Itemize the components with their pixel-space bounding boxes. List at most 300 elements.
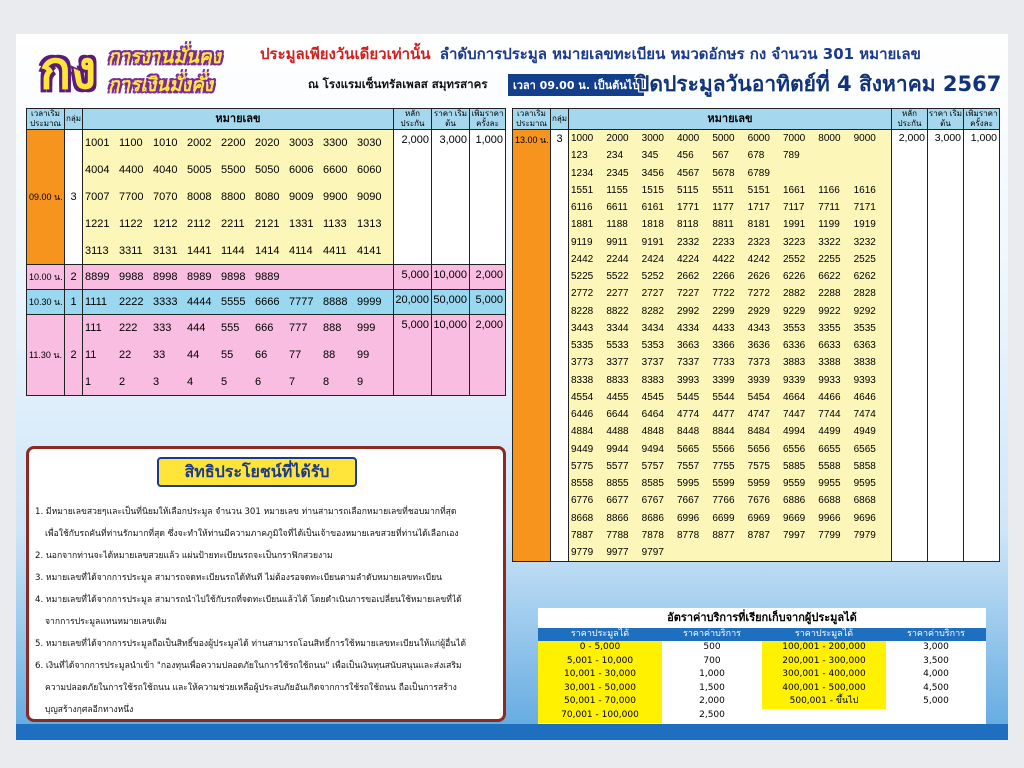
plate-number: 2332 xyxy=(676,236,700,248)
plate-number: 2882 xyxy=(782,288,806,300)
fee-range: 30,001 - 50,000 xyxy=(538,682,662,696)
headline xyxy=(260,42,921,66)
plate-number: 7997 xyxy=(782,529,806,541)
table-header-row xyxy=(27,109,506,130)
plate-number: 3553 xyxy=(782,322,806,334)
plate-number: 9559 xyxy=(782,478,806,490)
plate-number: 1166 xyxy=(818,184,840,196)
plate-number: 7979 xyxy=(853,529,876,541)
plate-number: 777 xyxy=(289,322,308,335)
plate-number: 1221 xyxy=(85,217,110,230)
left-auction-table xyxy=(26,108,506,396)
logo: กง xyxy=(39,41,97,101)
plate-number: 7575 xyxy=(747,460,770,472)
plate-number: 5252 xyxy=(641,271,664,283)
benefit-item: เพื่อใช้กับรถคันที่ท่านรักมากที่สุด ซึ่งจะทำให้ท่านมีความภาคภูมิใจที่ได้เป็นเจ้าของหมายเลขสวยที่ท่านได้เลือกเอง xyxy=(45,529,459,539)
plate-number: 666 xyxy=(255,322,274,335)
table-row xyxy=(27,130,506,265)
plate-number: 8228 xyxy=(571,305,594,317)
plate-number: 1616 xyxy=(853,184,876,196)
plate-number: 7733 xyxy=(712,357,735,369)
number-line xyxy=(85,265,391,289)
plate-number: 5775 xyxy=(571,460,594,472)
plate-number: 678 xyxy=(747,150,765,162)
plate-number: 1717 xyxy=(747,202,770,214)
plate-number: 8686 xyxy=(641,512,664,524)
plate-number: 3399 xyxy=(712,374,735,386)
row-increment: 2,000 xyxy=(470,264,506,289)
table-header-row xyxy=(513,109,1000,130)
plate-number: 6633 xyxy=(818,340,841,352)
plate-number: 8118 xyxy=(676,219,699,231)
plate-number: 2552 xyxy=(782,253,806,265)
number-line xyxy=(571,458,889,475)
plate-number: 2929 xyxy=(747,305,770,317)
plate-number: 2255 xyxy=(818,253,841,265)
plate-number: 9900 xyxy=(323,190,348,203)
plate-number: 1144 xyxy=(221,244,245,257)
plate-number: 4567 xyxy=(676,167,700,179)
plate-number: 3636 xyxy=(747,340,770,352)
fee-range: 300,001 - 400,000 xyxy=(762,668,886,682)
plate-number: 9009 xyxy=(289,190,314,203)
plate-number: 3113 xyxy=(85,244,109,257)
plate-number: 1122 xyxy=(119,217,143,230)
plate-number: 6655 xyxy=(818,443,841,455)
plate-number: 9889 xyxy=(255,270,280,283)
fee-head-fee: ราคาค่าบริการ xyxy=(886,628,986,641)
plate-number: 6060 xyxy=(357,164,382,177)
plate-number: 22 xyxy=(119,349,132,362)
plate-number: 1313 xyxy=(357,217,382,230)
plate-number: 7373 xyxy=(747,357,770,369)
plate-number: 8888 xyxy=(323,295,348,308)
number-line xyxy=(85,157,391,184)
plate-number: 6226 xyxy=(782,271,806,283)
plate-number: 4848 xyxy=(641,426,664,438)
plate-number: 6969 xyxy=(747,512,770,524)
plate-number: 3883 xyxy=(782,357,806,369)
plate-number: 3456 xyxy=(641,167,664,179)
plate-number: 8008 xyxy=(187,190,212,203)
plate-number: 7007 xyxy=(85,190,110,203)
row-group: 3 xyxy=(65,130,83,265)
number-line xyxy=(571,510,889,527)
plate-number: 4141 xyxy=(357,244,382,257)
plate-number: 345 xyxy=(641,150,659,162)
plate-number: 5000 xyxy=(712,133,735,145)
plate-number: 2200 xyxy=(221,137,246,150)
header-numbers: หมายเลข xyxy=(83,109,394,130)
plate-number: 3 xyxy=(153,375,160,388)
number-line xyxy=(85,130,391,157)
number-line xyxy=(571,527,889,544)
row-increment: 5,000 xyxy=(470,289,506,314)
plate-number: 6336 xyxy=(782,340,806,352)
benefit-item: บุญสร้างกุศลอีกทางหนึ่ง xyxy=(45,705,134,715)
plate-number: 6789 xyxy=(747,167,770,179)
row-numbers xyxy=(569,130,892,562)
plate-number: 3377 xyxy=(606,357,629,369)
table-row xyxy=(513,130,1000,562)
plate-number: 3993 xyxy=(676,374,700,386)
plate-number: 2222 xyxy=(119,295,144,308)
plate-number: 9669 xyxy=(782,512,806,524)
plate-number: 4433 xyxy=(712,322,735,334)
row-group: 2 xyxy=(65,264,83,289)
number-line xyxy=(571,165,889,182)
plate-number: 4646 xyxy=(853,391,876,403)
row-start-price: 50,000 xyxy=(432,289,470,314)
plate-number: 222 xyxy=(119,322,138,335)
plate-number: 7744 xyxy=(818,409,841,421)
plate-number: 7117 xyxy=(782,202,805,214)
plate-number: 5544 xyxy=(712,391,735,403)
plate-number: 9933 xyxy=(818,374,841,386)
row-deposit: 20,000 xyxy=(394,289,432,314)
plate-number: 4994 xyxy=(782,426,806,438)
plate-number: 7777 xyxy=(289,295,314,308)
number-line xyxy=(85,210,391,237)
plate-number: 6996 xyxy=(676,512,700,524)
plate-number: 5858 xyxy=(853,460,876,472)
plate-number: 1212 xyxy=(153,217,178,230)
plate-number: 7557 xyxy=(676,460,700,472)
plate-number: 5577 xyxy=(606,460,629,472)
plate-number: 5885 xyxy=(782,460,806,472)
plate-number: 8484 xyxy=(747,426,770,438)
plate-number: 9595 xyxy=(853,478,876,490)
plate-number: 6767 xyxy=(641,495,664,507)
plate-number: 5678 xyxy=(712,167,735,179)
plate-number: 1177 xyxy=(712,202,734,214)
fee-amount: 1,500 xyxy=(662,682,762,696)
plate-number: 6556 xyxy=(782,443,806,455)
row-group: 3 xyxy=(551,130,569,562)
plate-number: 8383 xyxy=(641,374,664,386)
plate-number: 9292 xyxy=(853,305,876,317)
plate-number: 7070 xyxy=(153,190,178,203)
number-line xyxy=(571,199,889,216)
plate-number: 3737 xyxy=(641,357,664,369)
plate-number: 7766 xyxy=(712,495,735,507)
plate-number: 4747 xyxy=(747,409,770,421)
plate-number: 9449 xyxy=(571,443,594,455)
plate-number: 5050 xyxy=(255,164,280,177)
plate-number: 6006 xyxy=(289,164,314,177)
plate-number: 3434 xyxy=(641,322,664,334)
slogan-line-1: การงานมั่นคง xyxy=(108,46,221,68)
plate-number: 9977 xyxy=(606,547,629,559)
row-deposit: 5,000 xyxy=(394,264,432,289)
plate-number: 9911 xyxy=(606,236,628,248)
benefit-item: 4. หมายเลขที่ได้จากการประมูล สามารถนำไปใช้กับรถที่จดทะเบียนแล้วได้ โดยดำเนินการขอเปลี่ยนใช้หมายเลขที่ได้ xyxy=(35,595,462,605)
plate-number: 789 xyxy=(782,150,800,162)
plate-number: 11 xyxy=(85,349,97,362)
plate-number: 1818 xyxy=(641,219,664,231)
fee-range: 0 - 5,000 xyxy=(538,641,662,655)
plate-number: 2992 xyxy=(676,305,700,317)
plate-number: 5511 xyxy=(712,184,734,196)
number-line xyxy=(571,354,889,371)
fee-amount: 3,500 xyxy=(886,655,986,669)
number-line xyxy=(85,237,391,264)
fee-amount: 4,500 xyxy=(886,682,986,696)
number-line xyxy=(571,320,889,337)
plate-number: 9955 xyxy=(818,478,841,490)
plate-number: 55 xyxy=(221,349,234,362)
number-line xyxy=(571,251,889,268)
fee-head-range: ราคาประมูลได้ xyxy=(538,628,662,641)
plate-number: 7887 xyxy=(571,529,594,541)
plate-number: 3773 xyxy=(571,357,594,369)
plate-number: 7 xyxy=(289,375,296,388)
plate-number: 6677 xyxy=(606,495,629,507)
plate-number: 5500 xyxy=(221,164,246,177)
plate-number: 4455 xyxy=(606,391,629,403)
plate-number: 567 xyxy=(712,150,729,162)
plate-number: 3232 xyxy=(853,236,876,248)
fee-range: 200,001 - 300,000 xyxy=(762,655,886,669)
plate-number: 8833 xyxy=(606,374,629,386)
plate-number: 6363 xyxy=(853,340,876,352)
plate-number: 1441 xyxy=(187,244,212,257)
benefit-item: 3. หมายเลขที่ได้จากการประมูล สามารถจดทะเบียนรถได้ทันที ไม่ต้องรอจดทะเบียนตามลำดับหมายเลขทะเบียน xyxy=(35,573,443,583)
plate-number: 3355 xyxy=(818,322,841,334)
plate-number: 5353 xyxy=(641,340,664,352)
plate-number: 6666 xyxy=(255,295,280,308)
number-line xyxy=(571,303,889,320)
plate-number: 8282 xyxy=(641,305,664,317)
plate-number: 5151 xyxy=(747,184,770,196)
row-numbers xyxy=(83,130,394,265)
header-group: กลุ่ม xyxy=(551,109,569,130)
number-line xyxy=(85,342,391,369)
plate-number: 6868 xyxy=(853,495,876,507)
plate-number: 3333 xyxy=(153,295,178,308)
plate-number: 7447 xyxy=(782,409,806,421)
plate-number: 999 xyxy=(357,322,376,335)
header-increment: เพิ่มราคา ครั้งละ xyxy=(470,109,506,130)
plate-number: 3535 xyxy=(853,322,876,334)
plate-number: 1133 xyxy=(323,217,347,230)
plate-number: 2266 xyxy=(712,271,735,283)
number-line xyxy=(85,368,391,395)
fee-table xyxy=(538,628,986,723)
plate-number: 1001 xyxy=(85,137,110,150)
plate-number: 9 xyxy=(357,375,364,388)
plate-number: 5225 xyxy=(571,271,594,283)
plate-number: 3311 xyxy=(119,244,143,257)
plate-number: 3344 xyxy=(606,322,629,334)
table-row xyxy=(27,289,506,314)
plate-number: 5555 xyxy=(221,295,246,308)
benefit-item: 5. หมายเลขที่ได้จากการประมูลถือเป็นสิทธิ์ของผู้ประมูลได้ ท่านสามารถโอนสิทธิ์การใช้หมายเลขทะเบียนให้แก่ผู้อื่นได้ xyxy=(35,639,467,649)
row-start-price: 10,000 xyxy=(432,264,470,289)
number-line xyxy=(571,268,889,285)
fee-amount: 500 xyxy=(662,641,762,655)
row-numbers xyxy=(83,264,394,289)
number-line xyxy=(571,441,889,458)
plate-number: 5335 xyxy=(571,340,594,352)
plate-number: 2525 xyxy=(853,253,876,265)
number-line xyxy=(571,389,889,406)
benefit-item: 2. นอกจากท่านจะได้หมายเลขสวยแล้ว แผ่นป้ายทะเบียนรถจะเป็นกราฟิกสวยงาม xyxy=(35,551,333,561)
row-deposit: 2,000 xyxy=(394,130,432,265)
plate-number: 123 xyxy=(571,150,588,162)
plate-number: 4334 xyxy=(676,322,700,334)
plate-number: 3939 xyxy=(747,374,770,386)
plate-number: 4884 xyxy=(571,426,594,438)
plate-number: 8811 xyxy=(712,219,734,231)
plate-number: 5005 xyxy=(187,164,212,177)
fee-amount: 2,000 xyxy=(662,695,762,709)
plate-number: 6600 xyxy=(323,164,348,177)
plate-number: 5522 xyxy=(606,271,629,283)
plate-number: 4242 xyxy=(747,253,770,265)
fee-range: 500,001 - ขึ้นไป xyxy=(762,695,886,709)
plate-number: 9339 xyxy=(782,374,806,386)
plate-number: 2323 xyxy=(747,236,770,248)
plate-number: 1155 xyxy=(606,184,628,196)
plate-number: 1881 xyxy=(571,219,594,231)
plate-number: 9229 xyxy=(782,305,806,317)
header-group: กลุ่ม xyxy=(65,109,83,130)
plate-number: 456 xyxy=(676,150,694,162)
plate-number: 1100 xyxy=(119,137,143,150)
plate-number: 8000 xyxy=(818,133,841,145)
row-start-price: 3,000 xyxy=(928,130,964,562)
plate-number: 9191 xyxy=(641,236,664,248)
plate-number: 77 xyxy=(289,349,302,362)
plate-number: 1991 xyxy=(782,219,806,231)
plate-number: 4444 xyxy=(187,295,212,308)
plate-number: 2345 xyxy=(606,167,629,179)
plate-number: 6622 xyxy=(818,271,841,283)
plate-number: 1919 xyxy=(853,219,876,231)
plate-number: 2000 xyxy=(606,133,629,145)
plate-number: 1 xyxy=(85,375,92,388)
plate-number: 88 xyxy=(323,349,336,362)
plate-number: 7000 xyxy=(782,133,806,145)
fee-range: 400,001 - 500,000 xyxy=(762,682,886,696)
plate-number: 2299 xyxy=(712,305,735,317)
plate-number: 3223 xyxy=(782,236,806,248)
plate-number: 5445 xyxy=(676,391,700,403)
plate-number: 1234 xyxy=(571,167,594,179)
plate-number: 2233 xyxy=(712,236,735,248)
plate-number: 1331 xyxy=(289,217,314,230)
fee-amount: 3,000 xyxy=(886,641,986,655)
plate-number: 33 xyxy=(153,349,166,362)
plate-number: 8448 xyxy=(676,426,700,438)
plate-number: 7337 xyxy=(676,357,700,369)
fee-amount: 2,500 xyxy=(662,709,762,723)
number-line xyxy=(85,290,391,314)
fee-amount xyxy=(886,709,986,723)
plate-number: 4422 xyxy=(712,253,735,265)
plate-number: 4400 xyxy=(119,164,144,177)
plate-number: 6161 xyxy=(641,202,664,214)
plate-number: 3030 xyxy=(357,137,382,150)
fee-range: 100,001 - 200,000 xyxy=(762,641,886,655)
plate-number: 5665 xyxy=(676,443,700,455)
plate-number: 8800 xyxy=(221,190,246,203)
close-date: ปิดประมูลวันอาทิตย์ที่ 4 สิงหาคม 2567 xyxy=(636,72,1002,96)
row-start-price: 10,000 xyxy=(432,314,470,395)
number-line xyxy=(571,216,889,233)
plate-number: 3388 xyxy=(818,357,841,369)
auction-poster xyxy=(16,34,1008,740)
plate-number: 1551 xyxy=(571,184,594,196)
plate-number: 5959 xyxy=(747,478,770,490)
plate-number: 1111 xyxy=(85,295,108,308)
row-time: 09.00 น. xyxy=(27,130,65,265)
plate-number: 9999 xyxy=(357,295,382,308)
benefits-title: สิทธิประโยชน์ที่ได้รับ xyxy=(157,457,357,487)
plate-number: 7755 xyxy=(712,460,735,472)
plate-number: 2424 xyxy=(641,253,664,265)
plate-number: 4224 xyxy=(676,253,700,265)
plate-number: 4004 xyxy=(85,164,110,177)
plate-number: 3131 xyxy=(153,244,178,257)
headline-red: ประมูลเพียงวันเดียวเท่านั้น xyxy=(260,45,431,63)
number-line xyxy=(571,234,889,251)
plate-number: 3300 xyxy=(323,137,348,150)
plate-number: 2 xyxy=(119,375,126,388)
plate-number: 5656 xyxy=(747,443,770,455)
fee-range: 5,001 - 10,000 xyxy=(538,655,662,669)
plate-number: 8585 xyxy=(641,478,664,490)
plate-number: 8822 xyxy=(606,305,629,317)
plate-number: 5599 xyxy=(712,478,735,490)
row-deposit: 5,000 xyxy=(394,314,432,395)
plate-number: 4 xyxy=(187,375,194,388)
header-increment: เพิ่มราคา ครั้งละ xyxy=(964,109,1000,130)
plate-number: 8778 xyxy=(676,529,700,541)
plate-number: 5533 xyxy=(606,340,629,352)
row-group: 2 xyxy=(65,314,83,395)
number-line xyxy=(571,285,889,302)
plate-number: 2626 xyxy=(747,271,770,283)
plate-number: 4774 xyxy=(676,409,700,421)
benefit-item: ความปลอดภัยในการใช้รถใช้ถนน และให้ความช่วยเหลือผู้ประสบภัยอันเกิดจากการใช้รถใช้ถนน ถือเป็นการสร้าง xyxy=(45,683,457,693)
benefit-item: จากการประมูลแทนหมายเลขเดิม xyxy=(45,617,167,627)
row-time: 10.00 น. xyxy=(27,264,65,289)
plate-number: 7700 xyxy=(119,190,144,203)
plate-number: 1515 xyxy=(641,184,664,196)
plate-number: 6644 xyxy=(606,409,629,421)
header-numbers: หมายเลข xyxy=(569,109,892,130)
plate-number: 2727 xyxy=(641,288,664,300)
plate-number: 6776 xyxy=(571,495,594,507)
plate-number: 7711 xyxy=(818,202,840,214)
plate-number: 8877 xyxy=(712,529,735,541)
plate-number: 111 xyxy=(85,322,102,335)
plate-number: 2828 xyxy=(853,288,876,300)
plate-number: 9696 xyxy=(853,512,876,524)
bottom-bar xyxy=(16,724,1008,740)
plate-number: 8998 xyxy=(153,270,178,283)
plate-number: 7722 xyxy=(712,288,735,300)
plate-number: 4545 xyxy=(641,391,664,403)
header-time: เวลาเริ่ม ประมาณ xyxy=(513,109,551,130)
row-time: 10.30 น. xyxy=(27,289,65,314)
plate-number: 9119 xyxy=(571,236,593,248)
fee-range: 10,001 - 30,000 xyxy=(538,668,662,682)
plate-number: 3003 xyxy=(289,137,314,150)
number-line xyxy=(571,423,889,440)
